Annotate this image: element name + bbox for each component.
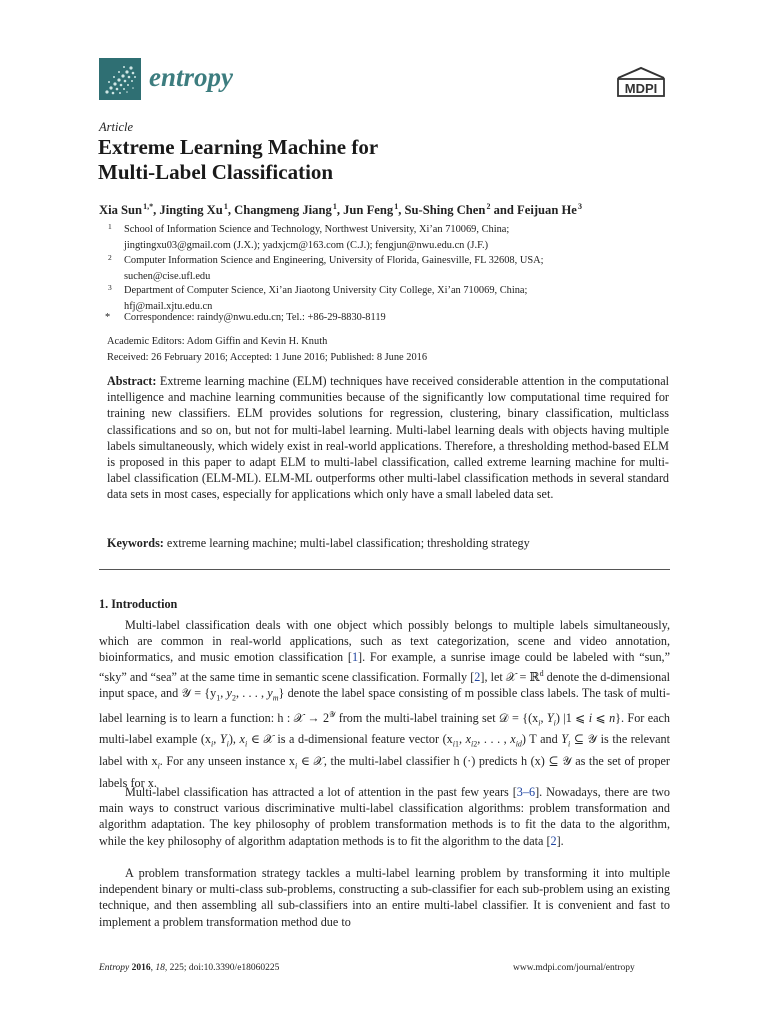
publication-info bbox=[107, 334, 427, 365]
citation-link[interactable]: 2 bbox=[550, 833, 557, 848]
author-name: Su-Shing Chen bbox=[404, 203, 486, 218]
mdpi-logo-icon bbox=[612, 66, 670, 100]
citation-link[interactable]: 1 bbox=[351, 650, 359, 665]
author-name: Jun Feng bbox=[343, 203, 394, 218]
author-affil-mark: 1 bbox=[223, 202, 228, 211]
author-affil-mark: 2 bbox=[486, 202, 491, 211]
title-line-1: Extreme Learning Machine for bbox=[98, 135, 379, 159]
title-line-2: Multi-Label Classification bbox=[98, 160, 334, 184]
intro-paragraph-3: A problem transformation strategy tackles a multi-label learning problem by transforming it into multiple independent binary or multi-class sub-problems, constructing a sub-classifier for each sub-problem using an existing technique, and then assembling all sub-classifiers into an entire multi-label classifier. It is convenient and fast to implement a problem transformation method due to bbox=[99, 866, 670, 929]
section-title: 1. Introduction bbox=[99, 597, 178, 611]
keywords-text: extreme learning machine; multi-label classification; thresholding strategy bbox=[166, 536, 530, 550]
author-name: Feijuan He bbox=[517, 203, 577, 218]
intro-paragraph-2: Multi-label classification has attracted a lot of attention in the past few years [3–6]. Nowadays, there are two main ways to construct various discriminative multi-label classification algorithms: problem transformation and algorithm adaptation. The key philosophy of problem transformation methods is to fit the data to the algorithm, while the key philosophy of algorithm adaptation methods is to fit the algorithm to the data [2]. bbox=[99, 785, 670, 848]
footer-url[interactable]: www.mdpi.com/journal/entropy bbox=[513, 963, 635, 973]
publication-dates: Received: 26 February 2016; Accepted: 1 June 2016; Published: 8 June 2016 bbox=[107, 351, 428, 363]
author-affil-mark: 1 bbox=[394, 202, 399, 211]
abstract-text: Extreme learning machine (ELM) techniques have received considerable attention in the computational intelligence and machine learning communities because of the significantly low computational time required for training new classifiers. ELM provides solutions for regression, clustering, binary classification, multiclass classifications and so on, but not for multi-label learning. Multi-label learning deals with objects having multiple labels simultaneously, which widely exist in real-world applications. Therefore, a thresholding method-based ELM is proposed in this paper to adapt ELM to multi-label classification, called extreme learning machine for multi-label classification (ELM-ML). ELM-ML outperforms other multi-label classification methods in several standard data sets in most cases, especially for applications which only have a small labeled data set. bbox=[107, 374, 669, 502]
journal-name: entropy bbox=[149, 62, 233, 92]
section-divider bbox=[99, 569, 670, 570]
author-name: Xia Sun bbox=[99, 203, 143, 218]
svg-text:MDPI: MDPI bbox=[624, 81, 658, 96]
footer-citation: Entropy 2016, 18, 225; doi:10.3390/e18060225 bbox=[99, 963, 280, 973]
author-affil-mark: 3 bbox=[577, 202, 582, 211]
author-name: Changmeng Jiang bbox=[234, 203, 332, 218]
author-affil-mark: 1 bbox=[332, 202, 337, 211]
author-list: Xia Sun $^{1,*}$, Jingting Xu $^1$, Changmeng Jiang $^1$, Jun Feng $^1$, Su-Shing Chen $^2$ and Feijuan He $^3$ bbox=[99, 202, 582, 218]
article-type: Article bbox=[99, 120, 134, 134]
journal-logo-icon bbox=[99, 58, 141, 100]
intro-paragraph-1: Multi-label classification deals with one object which possibly belongs to multiple labels simultaneously, which are common in real-world applications, such as text categorization, scene and video annotation, bioinformatics, and music emotion classification [1]. For example, a sunrise image could be labeled with “sun,” “sky” and “sea” at the same time in semantic scene classification. Formally [2], let 𝒳 = ℝ$^d$ denote the d-dimensional input space, and 𝒴 = {$y_1$, $y_2$, . . . , $y_m$} denote the label space consisting of m possible class labels. The task of multi-label learning is to learn a function: h : 𝒳 → $2^𝒴$ from the multi-label training set 𝒟 = {($x_i$, $Y_i$) |1 ⩽ i ⩽ n}. For each multi-label example ($x_i$, $Y_i$), $x_i$ ∈ 𝒳 is a d-dimensional feature vector ($x_{i1}$, $x_{i2}$, . . . , $x_{id}$) T and $Y_i$ ⊆ 𝒴 is the relevant label with $x_i$. For any unseen instance $x_i$ ∈ 𝒳, the multi-label classifier h (·) predicts h (x) ⊆ 𝒴 as the set of proper labels for x. bbox=[99, 618, 671, 790]
academic-editors: Academic Editors: Adom Giffin and Kevin H. Knuth bbox=[107, 336, 328, 347]
abstract-label: Abstract: bbox=[107, 374, 157, 388]
keywords bbox=[107, 536, 530, 551]
abstract bbox=[107, 373, 669, 503]
citation-link[interactable]: 2 bbox=[474, 669, 481, 684]
paper-title bbox=[98, 135, 378, 185]
keywords-label: Keywords: bbox=[107, 536, 164, 550]
author-affil-mark: 1,* bbox=[143, 202, 154, 211]
author-name: Jingting Xu bbox=[159, 203, 223, 218]
citation-link[interactable]: 3–6 bbox=[516, 785, 536, 799]
